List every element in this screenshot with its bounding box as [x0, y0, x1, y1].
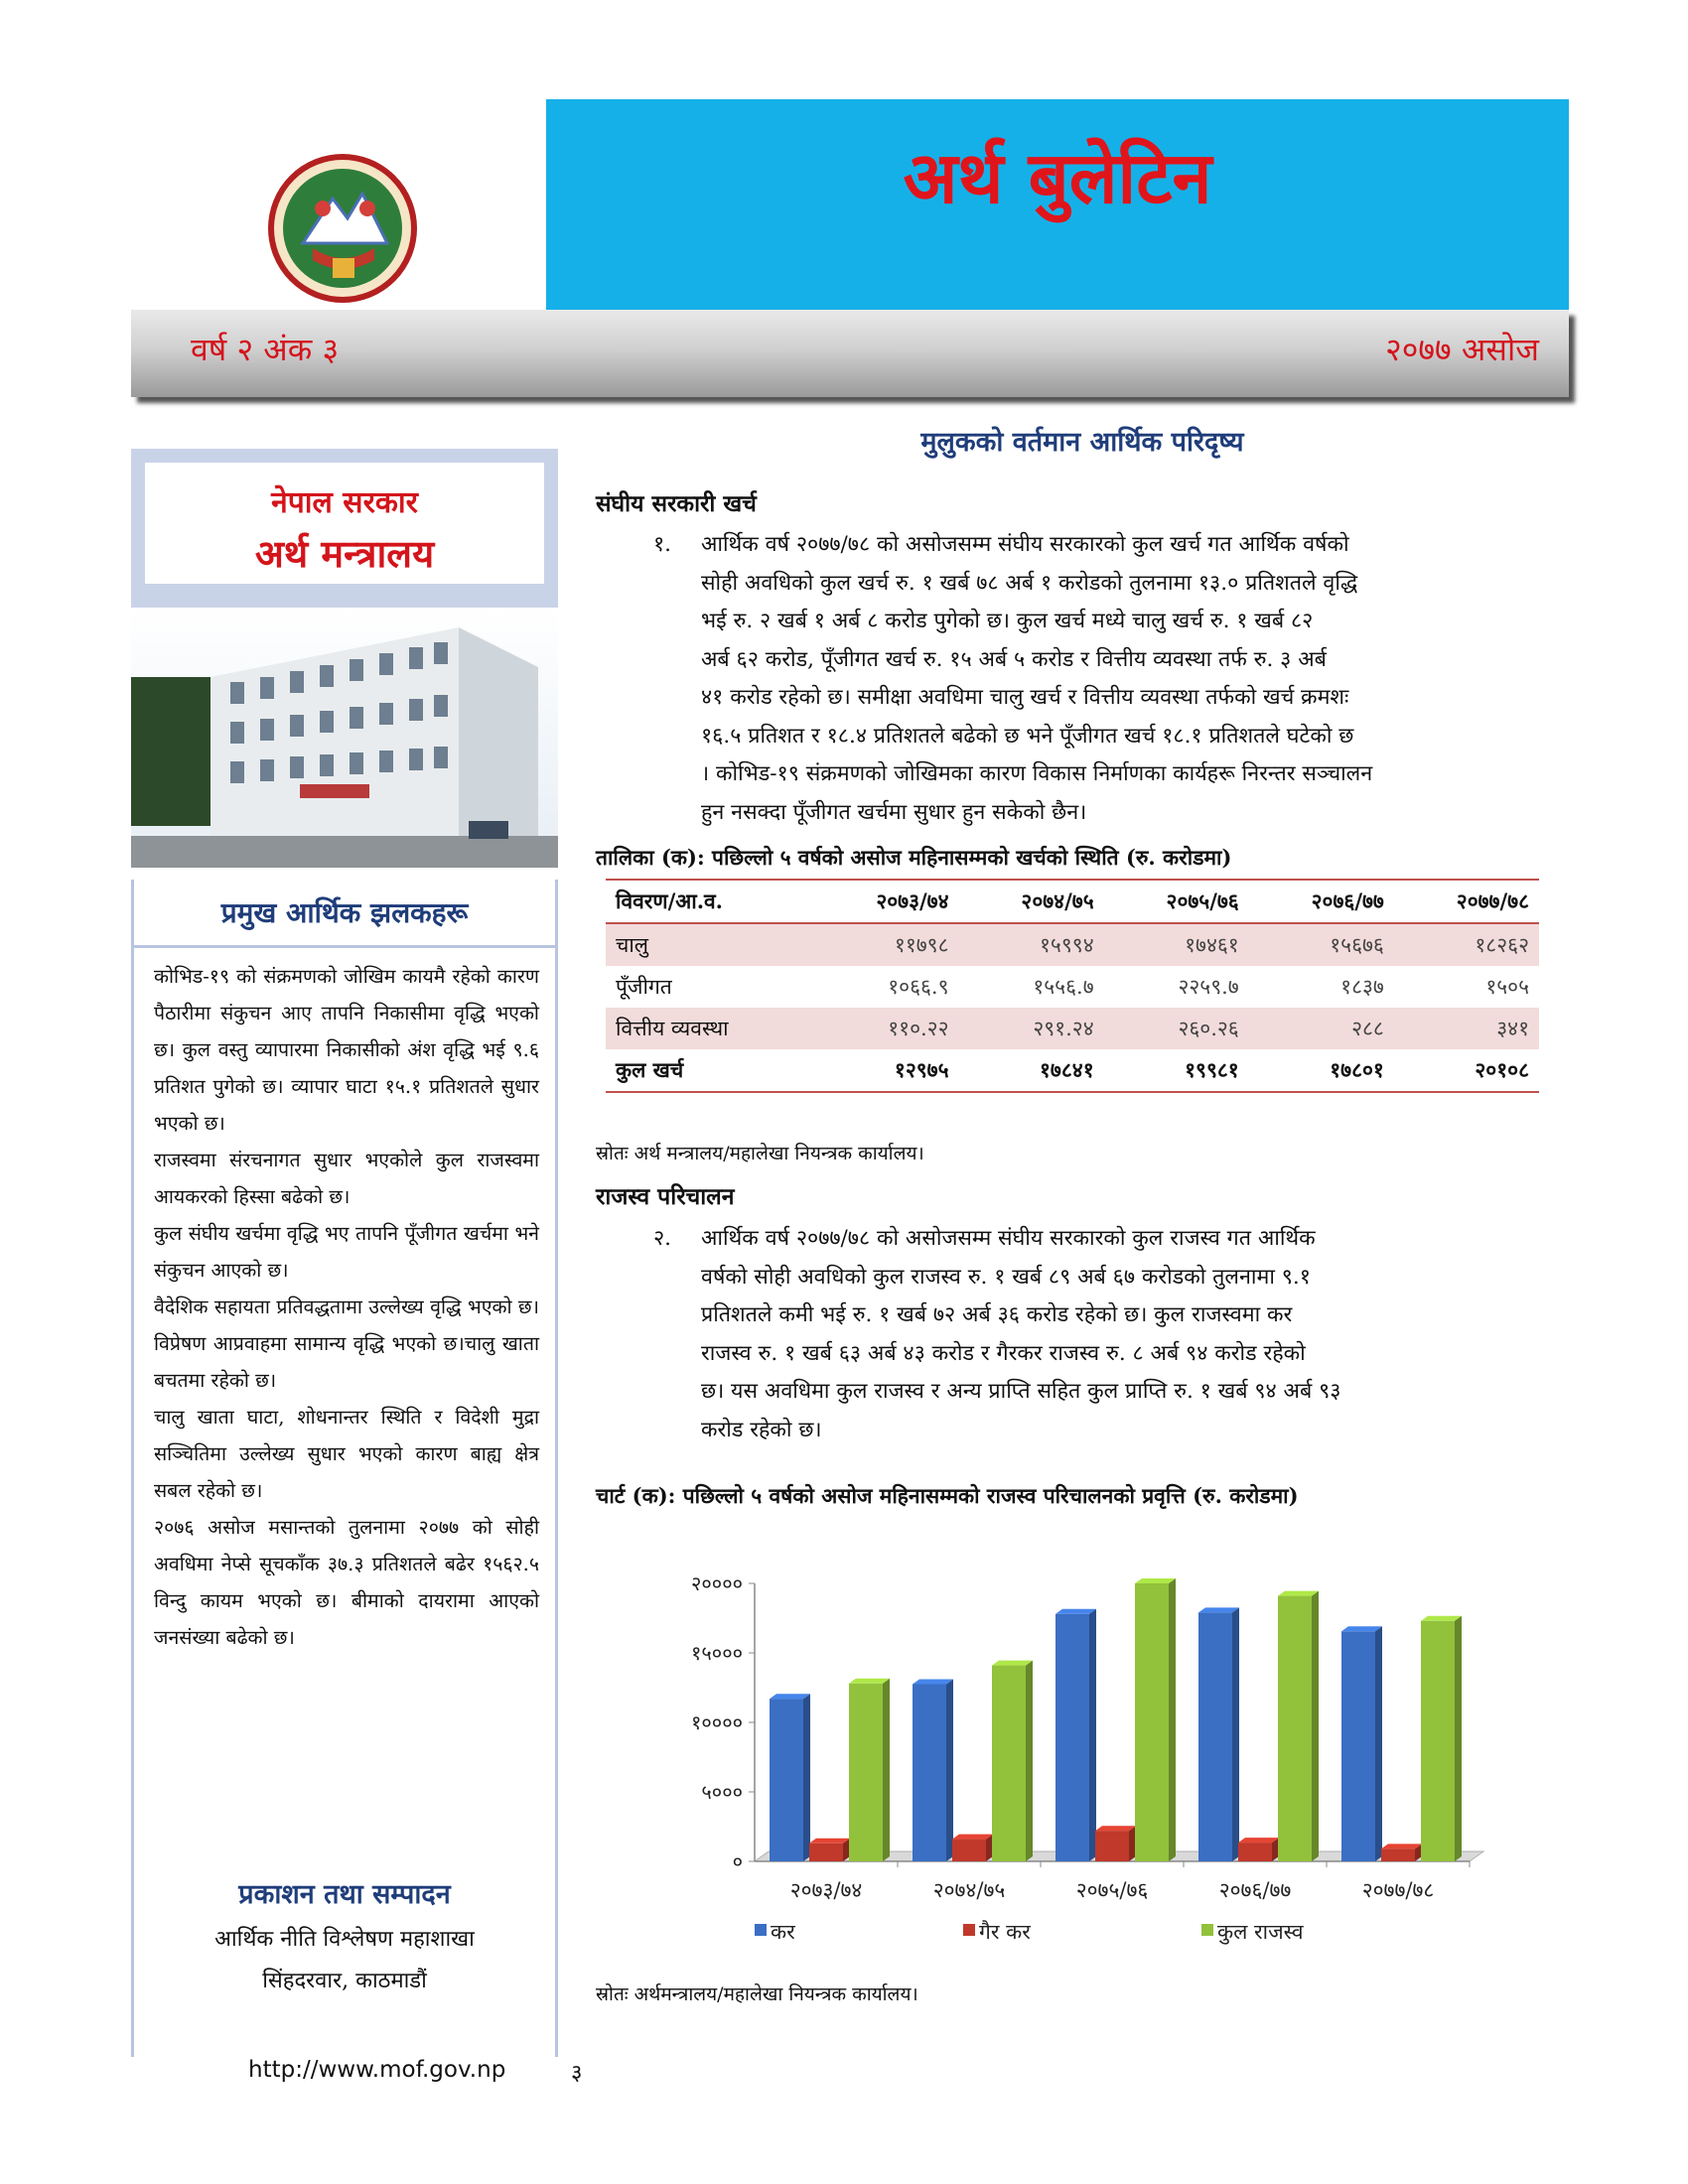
table-cell: १५९९४	[959, 923, 1104, 966]
table-cell: १९९८१	[1104, 1049, 1249, 1092]
bar-top	[770, 1694, 810, 1699]
legend-swatch	[1201, 1924, 1213, 1936]
bar-side	[803, 1694, 810, 1861]
x-tick-label: २०७५/७६	[1075, 1878, 1149, 1902]
table-cell: १८२६२	[1394, 923, 1539, 966]
table-header: विवरण/आ.व.	[606, 880, 813, 923]
bar	[809, 1843, 843, 1861]
table-cell: १०६६.९	[888, 975, 949, 999]
bar-side	[1089, 1609, 1096, 1861]
table-header-row	[606, 880, 1539, 923]
bar-side	[946, 1680, 953, 1862]
highlights-title: प्रमुख आर्थिक झलकहरू	[220, 896, 469, 929]
bar-top	[1341, 1626, 1382, 1631]
bar-top	[1198, 1607, 1239, 1612]
bar	[1095, 1831, 1129, 1861]
bar-side	[1169, 1578, 1176, 1861]
table-cell: २०१०८	[1394, 1049, 1539, 1092]
org-line-2: अर्थ मन्त्रालय	[254, 531, 435, 576]
chart-caption: चार्ट (क): पछिल्लो ५ वर्षको असोज महिनासम्मको राजस्व परिचालनको प्रवृत्ति (रु. करोडमा)	[596, 1483, 1299, 1508]
highlight-item: कुल संघीय खर्चमा वृद्धि भए तापनि पूँजीगत खर्चमा भने संकुचन आएको छ।	[154, 1222, 539, 1282]
nepal-emblem-logo	[263, 149, 422, 308]
x-tick-label: २०७७/७८	[1361, 1878, 1435, 1902]
paragraph-number: २.	[653, 1226, 672, 1251]
table-row	[606, 1008, 1539, 1049]
table-cell: २९१.२४	[959, 1008, 1104, 1049]
bar-top	[1135, 1578, 1176, 1583]
bar	[1238, 1843, 1272, 1861]
publisher-title: प्रकाशन तथा सम्पादन	[238, 1879, 451, 1910]
table-header: २०७५/७६	[1104, 880, 1249, 923]
expenditure-table	[606, 879, 1539, 1093]
bar-side	[1375, 1626, 1382, 1861]
table-cell: ११७९८	[813, 923, 958, 966]
highlight-item: वैदेशिक सहायता प्रतिवद्धतामा उल्लेख्य वृद्धि भएको छ। विप्रेषण आप्रवाहमा सामान्य वृद्धि भएको छ।चालु खाता बचतमा रहेको छ।	[154, 1296, 539, 1392]
table-cell: २६०.२६	[1104, 1008, 1249, 1049]
bar	[849, 1684, 883, 1861]
y-tick-label: १००००	[691, 1710, 743, 1734]
bar-top	[1421, 1616, 1462, 1621]
table-cell: १५६७६	[1249, 923, 1394, 966]
y-tick-label: २००००	[691, 1571, 743, 1595]
bar	[1055, 1614, 1089, 1861]
table-cell: १५०५	[1485, 975, 1529, 999]
org-line-1: नेपाल सरकार	[271, 485, 418, 520]
legend-swatch	[963, 1924, 975, 1936]
bar-top	[1055, 1609, 1096, 1614]
legend-label: कुल राजस्व	[1217, 1920, 1304, 1944]
table-cell: पूँजीगत	[616, 975, 672, 999]
para-line: आर्थिक वर्ष २०७७/७८ को असोजसम्म संघीय सरकारको कुल खर्च गत आर्थिक वर्षको	[701, 532, 1349, 557]
bar	[952, 1840, 986, 1861]
highlight-item: २०७६ असोज मसान्तको तुलनामा २०७७ को सोही अवधिमा नेप्से सूचकाँक ३७.३ प्रतिशतले बढेर १५६२.५ विन्दु कायम भएको छ। बीमाको दायरामा आएको जनसंख्या बढेको छ।	[154, 1516, 539, 1649]
publisher-line-2: सिंहदरवार, काठमाडौं	[262, 1969, 427, 1993]
highlight-item: चालु खाता घाटा, शोधनान्तर स्थिति र विदेशी मुद्रा सञ्चितिमा उल्लेख्य सुधार भएको कारण बाह्य क्षेत्र सबल रहेको छ।	[154, 1406, 539, 1502]
page-number: ३	[571, 2061, 583, 2086]
sidebar	[131, 449, 558, 2057]
bar-side	[1312, 1591, 1319, 1861]
y-tick-label: ५०००	[701, 1780, 743, 1804]
legend-label: कर	[771, 1920, 795, 1944]
para-line: सोही अवधिको कुल खर्च रु. १ खर्ब ७८ अर्ब १ करोडको तुलनामा १३.० प्रतिशतले वृद्धि	[701, 570, 1358, 596]
x-tick-label: २०७६/७७	[1218, 1878, 1292, 1902]
bar-top	[992, 1661, 1033, 1666]
bar-top	[1238, 1838, 1279, 1843]
table-cell: १५५६.७	[1033, 975, 1094, 999]
bar	[1381, 1848, 1415, 1861]
table-header: २०७६/७७	[1249, 880, 1394, 923]
highlight-item: कोभिड-१९ को संक्रमणको जोखिम कायमै रहेको कारण पैठारीमा संकुचन आए तापनि निकासीमा वृद्धि भएको छ। कुल वस्तु व्यापारमा निकासीको अंश वृद्धि भई ९.६ प्रतिशत पुगेको छ। व्यापार घाटा १५.१ प्रतिशतले सुधार भएको छ।	[154, 965, 539, 1135]
bar-top	[1278, 1591, 1319, 1596]
para-line: प्रतिशतले कमी भई रु. १ खर्ब ७२ अर्ब ३६ करोड रहेको छ। कुल राजस्वमा कर	[701, 1302, 1293, 1327]
table-cell: १८३७	[1340, 975, 1384, 999]
table-cell: १७८४१	[959, 1049, 1104, 1092]
para-line: ४१ करोड रहेको छ। समीक्षा अवधिमा चालु खर्च र वित्तीय व्यवस्था तर्फको खर्च क्रमशः	[701, 685, 1349, 710]
table-cell: वित्तीय व्यवस्था	[606, 1008, 813, 1049]
para-line: अर्ब ६२ करोड, पूँजीगत खर्च रु. १५ अर्ब ५ करोड र वित्तीय व्यवस्था तर्फ रु. ३ अर्ब	[701, 646, 1327, 672]
bar-side	[1026, 1661, 1033, 1861]
bar	[1421, 1621, 1455, 1861]
para-line: भई रु. २ खर्ब १ अर्ब ८ करोड पुगेको छ। कुल खर्च मध्ये चालु खर्च रु. १ खर्ब ८२	[701, 609, 1314, 633]
table-cell: ३४१	[1394, 1008, 1539, 1049]
bar-side	[1129, 1826, 1136, 1861]
para-line: आर्थिक वर्ष २०७७/७८ को असोजसम्म संघीय सरकारको कुल राजस्व गत आर्थिक	[701, 1226, 1316, 1251]
table-row-total	[606, 1049, 1539, 1092]
bar	[1341, 1631, 1375, 1861]
para-line: हुन नसक्दा पूँजीगत खर्चमा सुधार हुन सकेको छैन।	[701, 799, 1087, 825]
para-line: छ। यस अवधिमा कुल राजस्व र अन्य प्राप्ति सहित कुल प्राप्ति रु. १ खर्ब ९४ अर्ब ९३	[701, 1379, 1341, 1404]
bar-top	[952, 1835, 993, 1840]
website-link[interactable]: http://www.mof.gov.np	[248, 2057, 506, 2083]
section-heading-revenue: राजस्व परिचालन	[596, 1183, 735, 1210]
bar	[1278, 1596, 1312, 1861]
bar	[1198, 1612, 1232, 1861]
para-line: वर्षको सोही अवधिको कुल राजस्व रु. १ खर्ब ८९ अर्ब ६७ करोडको तुलनामा ९.१	[701, 1264, 1311, 1290]
para-line: । कोभिड-१९ संक्रमणको जोखिमका कारण विकास निर्माणका कार्यहरू निरन्तर सञ्चालन	[701, 761, 1373, 786]
legend-swatch	[755, 1924, 767, 1936]
table-header: २०७३/७४	[813, 880, 958, 923]
table-cell: १२९७५	[813, 1049, 958, 1092]
table-cell: १७४६१	[1104, 923, 1249, 966]
table-cell: २२५९.७	[1178, 975, 1239, 999]
bar	[1135, 1583, 1169, 1861]
issue-date: २०७७ असोज	[1385, 331, 1539, 368]
table-cell: कुल खर्च	[606, 1049, 813, 1092]
section-heading-expenditure: संघीय सरकारी खर्च	[596, 490, 757, 517]
table-source: स्रोतः अर्थ मन्त्रालय/महालेखा नियन्त्रक कार्यालय।	[596, 1143, 924, 1164]
main-title: मुलुकको वर्तमान आर्थिक परिदृष्य	[920, 427, 1244, 458]
highlight-item: राजस्वमा संरचनागत सुधार भएकोले कुल राजस्वमा आयकरको हिस्सा बढेको छ।	[154, 1149, 539, 1208]
y-tick-label: १५०००	[691, 1641, 743, 1665]
bar-side	[883, 1679, 890, 1861]
table-cell: २८८	[1249, 1008, 1394, 1049]
table-caption: तालिका (क): पछिल्लो ५ वर्षको असोज महिनासम्मको खर्चको स्थिति (रु. करोडमा)	[596, 845, 1232, 870]
expenditure-paragraph	[701, 526, 1549, 832]
bar	[770, 1699, 803, 1861]
issue-number: वर्ष २ अंक ३	[191, 331, 340, 368]
bar-top	[1095, 1826, 1136, 1831]
bar-side	[1455, 1616, 1462, 1861]
table-row	[606, 966, 1539, 1008]
table-header: २०७७/७८	[1394, 880, 1539, 923]
publisher-line-1: आर्थिक नीति विश्लेषण महाशाखा	[214, 1927, 475, 1952]
revenue-paragraph	[701, 1220, 1549, 1449]
table-header: २०७४/७५	[959, 880, 1104, 923]
paragraph-number: १.	[653, 532, 672, 557]
table-cell: १७८०१	[1249, 1049, 1394, 1092]
table-cell: ११०.२२	[813, 1008, 958, 1049]
chart-source: स्रोतः अर्थमन्त्रालय/महालेखा नियन्त्रक कार्यालय।	[596, 1983, 918, 2005]
bar-top	[913, 1680, 953, 1685]
bar-top	[1381, 1843, 1422, 1848]
table-cell: चालु	[606, 923, 813, 966]
revenue-chart	[596, 1524, 1569, 1980]
bar	[913, 1685, 946, 1862]
ministry-box	[131, 449, 558, 608]
bar-top	[809, 1839, 850, 1843]
para-line: १६.५ प्रतिशत र १८.४ प्रतिशतले बढेको छ भने पूँजीगत खर्च १८.१ प्रतिशतले घटेको छ	[701, 723, 1354, 749]
para-line: करोड रहेको छ।	[701, 1417, 822, 1442]
x-tick-label: २०७३/७४	[789, 1878, 863, 1902]
x-tick-label: २०७४/७५	[932, 1878, 1006, 1902]
ministry-building-photo	[131, 608, 558, 868]
y-tick-label: ०	[732, 1849, 743, 1873]
bulletin-title: अर्थ बुलेटिन	[903, 135, 1212, 219]
issue-bar	[131, 310, 1569, 397]
para-line: राजस्व रु. १ खर्ब ६३ अर्ब ४३ करोड र गैरकर राजस्व रु. ८ अर्ब ९४ करोड रहेको	[701, 1340, 1306, 1366]
publisher-block	[131, 1874, 558, 1994]
bulletin-title-band	[546, 99, 1569, 310]
table-row	[606, 923, 1539, 966]
legend-label: गैर कर	[979, 1920, 1031, 1944]
bar-top	[849, 1679, 890, 1684]
bar	[992, 1666, 1026, 1861]
bar-side	[1232, 1607, 1239, 1861]
